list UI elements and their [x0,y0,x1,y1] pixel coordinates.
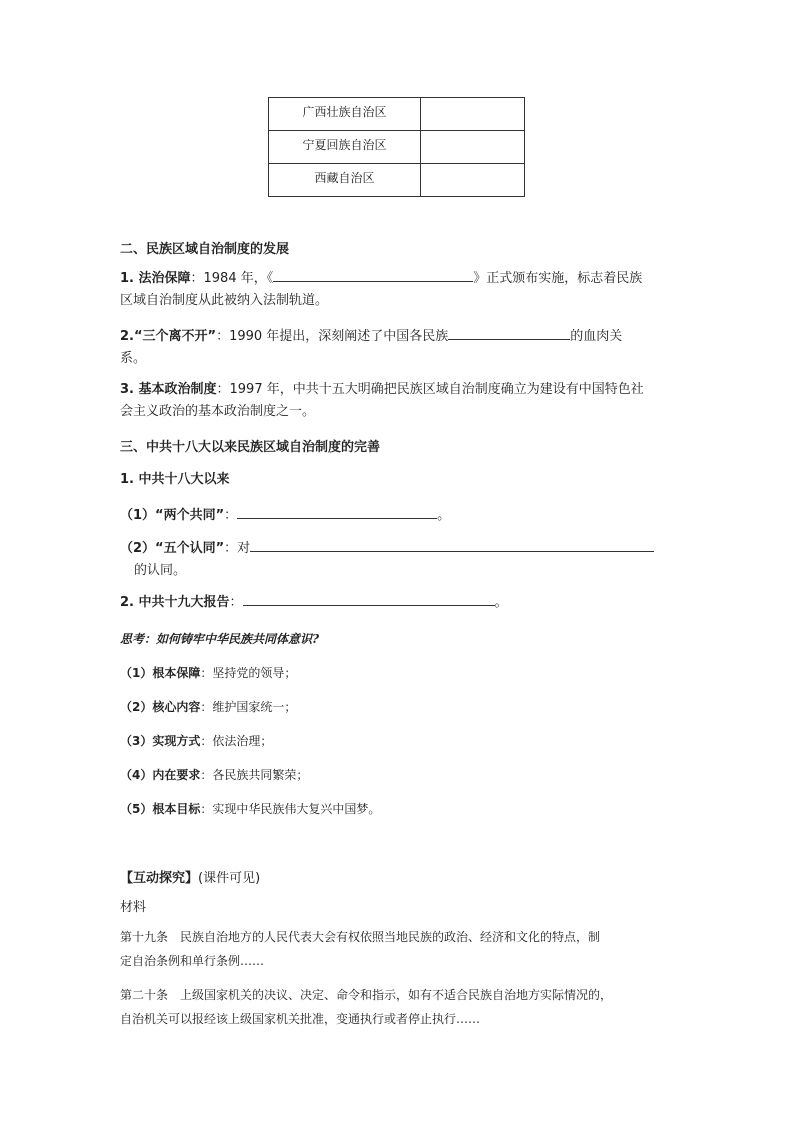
item-label: （5）根本目标 [120,802,201,816]
article-text: 第十九条 民族自治地方的人民代表大会有权依照当地民族的政治、经济和文化的特点，制 [120,930,601,944]
item-text: 。 [494,595,508,610]
item-label: 1. 法治保障 [120,271,191,286]
article-20 [120,983,690,1031]
item-label: 2.“三个离不开” [120,329,217,344]
think-item [120,698,296,715]
item-label: （3）实现方式 [120,734,201,748]
autonomous-region-table [268,97,525,197]
article-text: 定自治条例和单行条例…… [120,954,265,968]
item-label: （2）核心内容 [120,700,201,714]
fill-blank[interactable] [448,326,570,340]
item-text: ：1997 年，中共十五大明确把民族区域自治制度确立为建设有中国特色社 [216,382,644,397]
item-text: 的认同。 [134,563,187,578]
line-19th-congress [120,592,508,614]
think-item [120,732,272,749]
item-text: ：实现中华民族伟大复兴中国梦。 [200,802,381,816]
region-name: 宁夏回族自治区 [269,131,421,164]
fill-blank[interactable] [243,592,495,606]
section-heading: 三、中共十八大以来民族区域自治制度的完善 [120,440,381,455]
item-text: ：维护国家统一； [200,700,297,714]
line-five-identities [120,538,690,582]
item-label: 2. 中共十九大报告 [120,595,230,610]
explore-heading [120,868,260,890]
fill-blank[interactable] [273,268,473,282]
item-text: 》正式颁布实施，标志着民族 [473,271,643,286]
section-heading: 二、民族区域自治制度的发展 [120,242,290,257]
table-row [269,98,525,131]
item-text: ：1984 年，《 [190,271,274,286]
explore-note: (课件可见) [198,871,261,886]
item-text: ： [229,595,243,610]
item-text: 。 [437,508,451,523]
item-text: 的血肉关 [570,329,623,344]
item-text: ：1990 年提出，深刻阐述了中国各民族 [216,329,449,344]
region-name: 广西壮族自治区 [269,98,421,131]
paragraph-basic-system [120,379,690,423]
paragraph-three-inseparables [120,326,680,370]
think-item [120,800,380,817]
subheading: 1. 中共十八大以来 [120,472,230,487]
article-text: 自治机关可以报经该上级国家机关批准，变通执行或者停止执行…… [120,1012,481,1026]
explore-title: 【互动探究】 [120,871,199,886]
material-label: 材料 [120,900,147,915]
article-text: 第二十条 上级国家机关的决议、决定、命令和指示，如有不适合民族自治地方实际情况的， [120,988,613,1002]
item-text: ：各民族共同繁荣； [200,768,309,782]
item-label: （1）“两个共同” [120,508,225,523]
paragraph-law [120,268,680,312]
fill-blank[interactable] [250,538,654,552]
item-text: ： [224,508,238,523]
region-blank-cell [421,164,525,197]
table-row [269,164,525,197]
region-blank-cell [421,98,525,131]
item-text: 系。 [120,351,147,366]
region-name: 西藏自治区 [269,164,421,197]
item-text: ：依法治理； [200,734,273,748]
item-label: （1）根本保障 [120,666,201,680]
item-text: ：坚持党的领导； [200,666,297,680]
think-item [120,664,296,681]
item-text: 区域自治制度从此被纳入法制轨道。 [120,293,329,308]
think-item [120,766,308,783]
item-text: 会主义政治的基本政治制度之一。 [120,404,316,419]
article-19 [120,925,690,973]
fill-blank[interactable] [237,505,437,519]
table-row [269,131,525,164]
line-two-commons [120,505,450,527]
item-label: （4）内在要求 [120,768,201,782]
item-text: ：对 [224,541,251,556]
think-question: 思考：如何铸牢中华民族共同体意识? [120,632,320,646]
item-label: 3. 基本政治制度 [120,382,217,397]
item-label: （2）“五个认同” [120,541,225,556]
region-blank-cell [421,131,525,164]
